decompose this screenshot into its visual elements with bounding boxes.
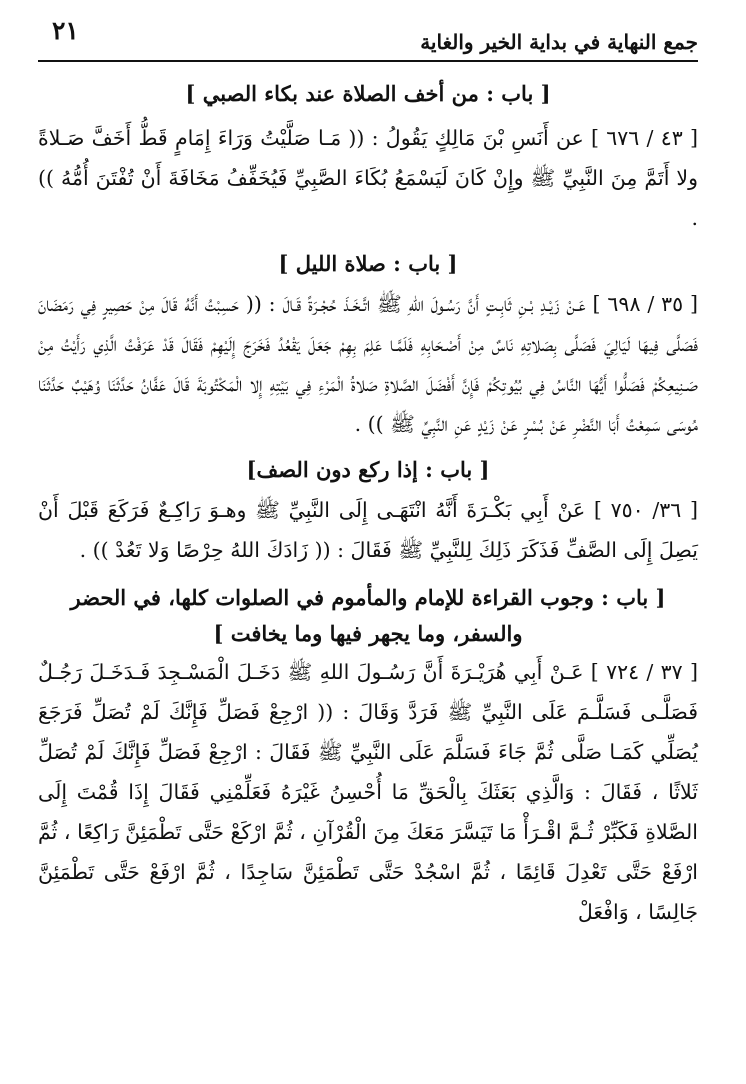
chapter-heading: [ باب : من أخف الصلاة عند بكاء الصبي ] [185, 81, 551, 106]
hadith-paragraph: [ ٣٥ / ٦٩٨ ] عَـنْ زَيْـدِ بْـنِ ثَابِـتٍ أَنَّ رَسُـولَ اللهِ ﷺ اتَّـخَـذَ حُجْـرَةً قَـالَ : (( حَسِبْتُ أَنَّهُ قَالَ مِنْ حَصِيرٍ فِي رَمَضَانَ فَصَلَّى فِيهَا لَيَالِيَ فَصَلَّى بِصَلاتِهِ نَاسٌ مِنْ أَصْـحَابِهِ فَلَمَّـا عَلِمَ بِهِمْ جَعَلَ يَقْعُدُ فَخَرَجَ إِلَيْهِمْ فَقَالَ قَدْ عَرَفْتُ الَّذِي رَأَيْتُ مِنْ صَـنِيعِكُمْ فَصَلُّوا أَيُّهَا النَّاسُ فِي بُيُوتِكُمْ فَإِنَّ أَفْضَلَ الصَّلاةِ صَلاةُ الْمَرْءِ فِي بَيْتِهِ إِلا الْمَكْتُوبَةَ قَالَ عَفَّانُ حَدَّثَنَا وُهَيْبٌ حَدَّثَنَا مُوسَى سَمِعْتُ أَبَا النَّضْرِ عَنْ بُسْرٍ عَنْ زَيْدٍ عَنِ النَّبِيِّ ﷺ )) . [38, 292, 698, 436]
chapter-heading: [ باب : إذا ركع دون الصف] [246, 457, 490, 482]
page-header [38, 14, 698, 62]
page-number: ٢١ [52, 16, 79, 45]
chapter-heading: [ باب : صلاة الليل ] [278, 251, 458, 276]
chapter-heading: [ باب : وجوب القراءة للإمام والمأموم في الصلوات كلها، في الحضر والسفر، وما يجهر فيها وما يخافت ] [70, 585, 666, 646]
hadith-paragraph: [ ٣٧ / ٧٢٤ ] عَـنْ أَبِي هُرَيْـرَةَ أَنَّ رَسُـولَ اللهِ ﷺ دَخَـلَ الْمَسْـجِدَ فَـدَخَـلَ رَجُـلٌ فَصَلَّـى فَسَلَّـمَ عَلَى النَّبِيِّ ﷺ فَرَدَّ وَقَالَ : (( ارْجِعْ فَصَلِّ فَإِنَّكَ لَمْ تُصَلِّ فَرَجَعَ يُصَلِّي كَمَـا صَلَّى ثُمَّ جَاءَ فَسَلَّمَ عَلَى النَّبِيِّ ﷺ فَقَالَ : ارْجِعْ فَصَلِّ فَإِنَّكَ لَمْ تُصَلِّ ثَلاثًا ، فَقَالَ : وَالَّذِي بَعَثَكَ بِالْحَقِّ مَا أُحْسِنُ غَيْرَهُ فَعَلِّمْنِي فَقَالَ إِذَا قُمْتَ إِلَى الصَّلاةِ فَكَبِّرْ ثُـمَّ اقْـرَأْ مَا تَيَسَّرَ مَعَكَ مِنَ الْقُرْآنِ ، ثُمَّ ارْكَعْ حَتَّى تَطْمَئِنَّ رَاكِعًا ، ثُمَّ ارْفَعْ حَتَّى تَعْدِلَ قَائِمًا ، ثُمَّ اسْجُدْ حَتَّى تَطْمَئِنَّ سَاجِدًا ، ثُمَّ ارْفَعْ حَتَّى تَطْمَئِنَّ جَالِسًا ، وَافْعَلْ [38, 660, 698, 924]
hadith-paragraph: [ ٣٦/ ٧٥٠ ] عَنْ أَبِي بَكْـرَةَ أَنَّهُ انْتَهَـى إِلَى النَّبِيِّ ﷺ وهـوَ رَاكِـعٌ فَرَكَعَ قَبْلَ أَنْ يَصِلَ إِلَى الصَّفِّ فَذَكَرَ ذَلِكَ لِلنَّبِيِّ ﷺ فَقَالَ : (( زَادَكَ اللهُ حِرْصًا وَلا تَعُدْ )) . [38, 498, 698, 562]
page-body [38, 74, 698, 932]
running-title: جمع النهاية في بداية الخير والغاية [420, 30, 698, 54]
hadith-paragraph: [ ٤٣ / ٦٧٦ ] عن أَنَسِ بْنَ مَالِكٍ يَقُولُ : (( مَـا صَلَّيْتُ وَرَاءَ إِمَامٍ قَطُّ أَخَفَّ صَـلاةً ولا أَتَمَّ مِنَ النَّبِيِّ ﷺ وإِنْ كَانَ لَيَسْمَعُ بُكَاءَ الصَّبِيِّ فَيُخَفِّفُ مَخَافَةَ أَنْ تُفْتَنَ أُمُّهُ )) . [38, 126, 698, 230]
